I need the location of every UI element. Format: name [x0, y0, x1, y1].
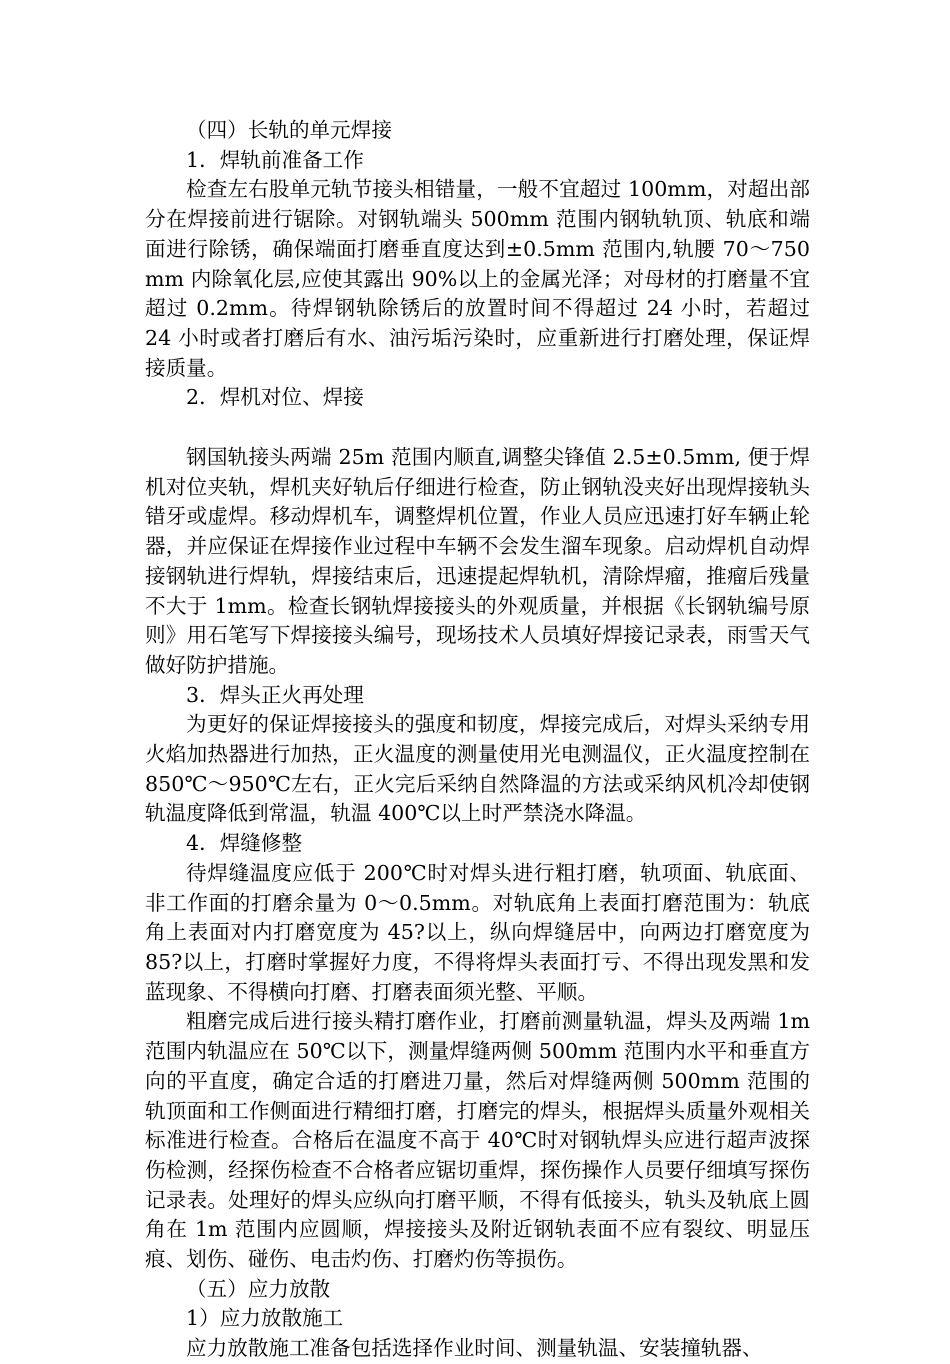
document-page: [145, 116, 810, 1364]
section-heading-welding: （四）长轨的单元焊接: [186, 118, 392, 142]
subheading-stress-release-work: 1）应力放散施工: [186, 1306, 344, 1331]
subheading-alignment-welding: 2．焊机对位、焊接: [186, 385, 364, 410]
subheading-normalizing: 3．焊头正火再处理: [186, 682, 364, 707]
subheading-preparation: 1．焊轨前准备工作: [186, 147, 364, 172]
paragraph-alignment-welding: 钢国轨接头两端 25m 范围内顺直,调整尖锋值 2.5±0.5mm, 便于焊机对位夹轨，焊机夹好轨后仔细进行检查，防止钢轨没夹好出现焊接轨头错牙或虚焊。移动焊机车，调整焊机位置，作业人员应迅速打好车辆止轮器，并应保证在焊接作业过程中车辆不会发生溜车现象。启动焊机自动焊接钢轨进行焊轨，焊接结束后，迅速提起焊轨机，清除焊瘤，推瘤后残量不大于 1mm。检查长钢轨焊接接头的外观质量，并根据《长钢轨编号原则》用石笔写下焊接接头编号，现场技术人员填好焊接记录表，雨雪天气做好防护措施。: [145, 445, 810, 677]
paragraph-stress-release-prep: 应力放散施工准备包括选择作业时间、测量轨温、安装撞轨器、: [186, 1336, 763, 1361]
blank-line: [145, 413, 810, 443]
paragraph-normalizing: 为更好的保证焊接接头的强度和韧度，焊接完成后，对焊头采纳专用火焰加热器进行加热，正火温度的测量使用光电测温仪，正火温度控制在 850℃～950℃左右，正火完后采纳自然降温的方法或采纳风机冷却使钢轨温度降低到常温，轨温 400℃以上时严禁浇水降温。: [145, 712, 810, 826]
paragraph-preparation: 检查左右股单元轨节接头相错量，一般不宜超过 100mm，对超出部分在焊接前进行锯除。对钢轨端头 500mm 范围内钢轨轨顶、轨底和端面进行除锈，确保端面打磨垂直度达到±0.5mm 范围内,轨腰 70～750 mm 内除氧化层,应使其露出 90%以上的金属光泽；对母材的打磨量不宜超过 0.2mm。待焊钢轨除锈后的放置时间不得超过 24 小时，若超过 24 小时或者打磨后有水、油污垢污染时，应重新进行打磨处理，保证焊接质量。: [145, 177, 810, 380]
paragraph-rough-grinding: 待焊缝温度应低于 200℃时对焊头进行粗打磨，轨项面、轨底面、非工作面的打磨余量为 0～0.5mm。对轨底角上表面打磨范围为：轨底角上表面对内打磨宽度为 45?以上，纵向焊缝居中，向两边打磨宽度为 85?以上，打磨时掌握好力度，不得将焊头表面打亏、不得出现发黑和发蓝现象、不得横向打磨、打磨表面须光整、平顺。: [145, 860, 810, 1004]
section-heading-stress-release: （五）应力放散: [186, 1276, 331, 1301]
subheading-weld-finishing: 4．焊缝修整: [186, 831, 303, 856]
paragraph-fine-grinding: 粗磨完成后进行接头精打磨作业，打磨前测量轨温，焊头及两端 1m 范围内轨温应在 50℃以下，测量焊缝两侧 500mm 范围内水平和垂直方向的平直度，确定合适的打磨进刀量，然后对焊缝两侧 500mm 范围的轨顶面和工作侧面进行精细打磨，打磨完的焊头，根据焊头质量外观相关标准进行检查。合格后在温度不高于 40℃时对钢轨焊头应进行超声波探伤检测，经探伤检查不合格者应锯切重焊，探伤操作人员要仔细填写探伤记录表。处理好的焊头应纵向打磨平顺，不得有低接头，轨头及轨底上圆角在 1m 范围内应圆顺，焊接接头及附近钢轨表面不应有裂纹、明显压痕、划伤、碰伤、电击灼伤、打磨灼伤等损伤。: [145, 1009, 810, 1272]
